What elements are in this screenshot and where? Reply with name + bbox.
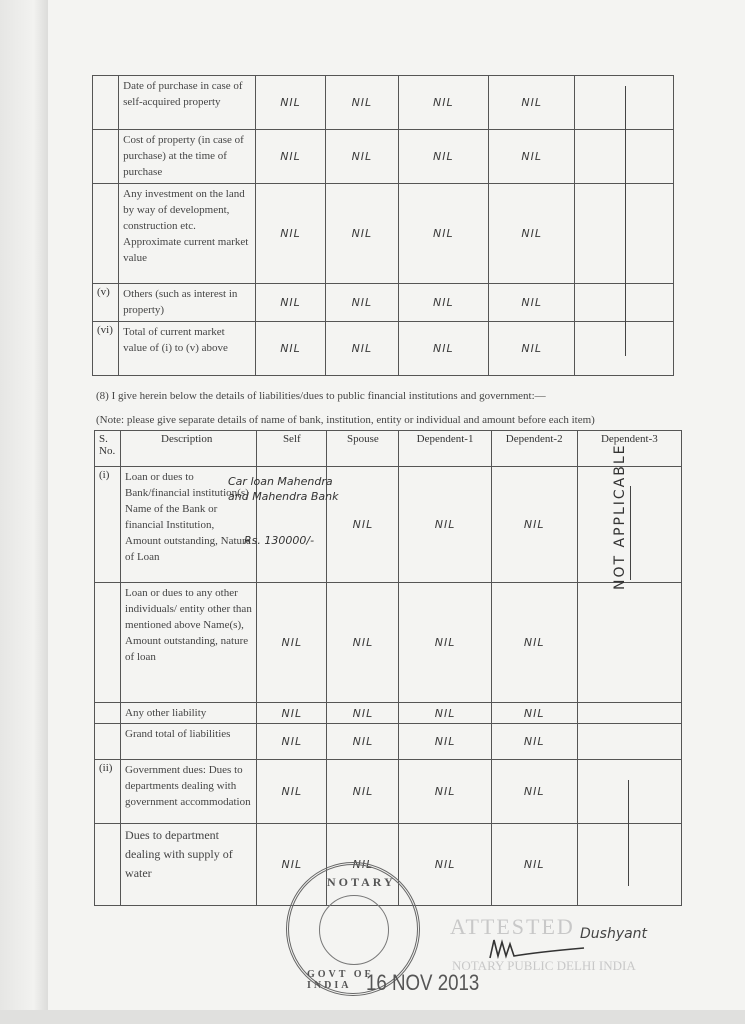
value-dependent-3 [577, 724, 681, 760]
value-spouse: NIL [326, 76, 398, 130]
value-dependent-1: NIL [399, 467, 491, 583]
row-num [93, 76, 119, 130]
table-row [93, 284, 674, 322]
value-dependent-2: NIL [491, 760, 577, 824]
header-dependent-2: Dependent-2 [491, 431, 577, 467]
value-dependent-1: NIL [399, 583, 491, 703]
table-row [95, 583, 682, 703]
row-label: Government dues: Dues to departments dealing with government accommodation [121, 760, 257, 824]
value-self: NIL [257, 760, 327, 824]
header-sno: S. No. [95, 431, 121, 467]
value-dependent-3 [577, 824, 681, 906]
declarant-signature: Dushyant [580, 926, 648, 942]
value-dependent-1: NIL [399, 760, 491, 824]
table-row [95, 703, 682, 724]
row-num [95, 583, 121, 703]
table-row [93, 76, 674, 130]
value-dependent-2: NIL [489, 284, 575, 322]
row-num: (ii) [95, 760, 121, 824]
row-label: Cost of property (in case of purchase) at the time of purchase [119, 130, 256, 184]
header-dependent-1: Dependent-1 [399, 431, 491, 467]
notary-public-text: NOTARY PUBLIC DELHI INDIA [452, 958, 636, 973]
table-row [95, 760, 682, 824]
value-dependent-2: NIL [491, 467, 577, 583]
row-num [93, 184, 119, 284]
page-bottom-edge [0, 1010, 745, 1024]
table-row [93, 130, 674, 184]
value-self: NIL [257, 583, 327, 703]
value-dependent-2: NIL [491, 703, 577, 724]
header-description: Description [121, 431, 257, 467]
value-dependent-2: NIL [489, 130, 575, 184]
self-loan-amount: Rs. 130000/- [244, 534, 315, 547]
attestation-date: 16 NOV 2013 [366, 970, 480, 995]
value-dependent-3 [577, 703, 681, 724]
value-spouse: NIL [327, 703, 399, 724]
dependent-3-dash-line-lower [628, 780, 629, 886]
value-self: NIL [255, 76, 325, 130]
value-spouse: NIL [326, 284, 398, 322]
value-self: NIL [255, 130, 325, 184]
value-dependent-3 [577, 583, 681, 703]
row-label: Dues to department dealing with supply of water [121, 824, 257, 906]
row-num [95, 703, 121, 724]
stamp-inner-ring [319, 895, 389, 965]
value-dependent-2: NIL [489, 322, 575, 376]
value-spouse: NIL [327, 583, 399, 703]
dependent-3-not-applicable: NOT APPLICABLE [612, 443, 628, 590]
value-dependent-2: NIL [491, 724, 577, 760]
page-binding-edge [0, 0, 48, 1024]
table-row [93, 184, 674, 284]
value-dependent-2: NIL [491, 583, 577, 703]
value-spouse: NIL [327, 467, 399, 583]
table-row [95, 467, 682, 583]
table-row [93, 322, 674, 376]
row-num: (i) [95, 467, 121, 583]
value-dependent-1: NIL [399, 824, 491, 906]
value-dependent-1: NIL [399, 703, 491, 724]
row-label: Total of current market value of (i) to (v) above [119, 322, 256, 376]
section-8-note: (Note: please give separate details of name of bank, institution, entity or individual and amount before each item) [96, 414, 595, 426]
value-spouse: NIL [327, 824, 399, 906]
value-spouse: NIL [326, 184, 398, 284]
value-self: NIL [255, 322, 325, 376]
value-dependent-2: NIL [489, 76, 575, 130]
value-self: NIL [257, 824, 327, 906]
value-self: NIL [255, 184, 325, 284]
header-dependent-3: Dependent-3 [577, 431, 681, 467]
assets-table [92, 75, 674, 376]
value-dependent-1: NIL [398, 130, 488, 184]
dependent-3-dash-line [625, 86, 626, 356]
value-dependent-1: NIL [398, 284, 488, 322]
value-self: NIL [257, 703, 327, 724]
table-row [95, 724, 682, 760]
value-dependent-2: NIL [489, 184, 575, 284]
row-label: Date of purchase in case of self-acquired property [119, 76, 256, 130]
section-8-heading: (8) I give herein below the details of liabilities/dues to public financial institutions and government:— [96, 390, 546, 402]
stamp-top-text: NOTARY [327, 875, 396, 889]
row-label: Any investment on the land by way of development, construction etc. Approximate current market value [119, 184, 256, 284]
header-self: Self [257, 431, 327, 467]
self-loan-handwritten-note: Car loan Mahendra and Mahendra Bank [228, 475, 339, 503]
attested-watermark: ATTESTED [450, 914, 575, 939]
value-dependent-1: NIL [398, 76, 488, 130]
row-label: Others (such as interest in property) [119, 284, 256, 322]
value-self: NIL [257, 724, 327, 760]
row-num: (vi) [93, 322, 119, 376]
row-num [95, 824, 121, 906]
value-dependent-1: NIL [399, 724, 491, 760]
header-spouse: Spouse [327, 431, 399, 467]
value-dependent-1: NIL [398, 184, 488, 284]
table-header-row [95, 431, 682, 467]
row-label: Loan or dues to Bank/financial institution(s) Name of the Bank or financial Institution, Amount outstanding, Nature of Loan [121, 467, 257, 583]
value-spouse: NIL [326, 130, 398, 184]
row-label: Grand total of liabilities [121, 724, 257, 760]
dependent-3-dash-line-upper [630, 486, 631, 580]
value-spouse: NIL [327, 724, 399, 760]
liabilities-table [94, 430, 682, 906]
stamp-bottom-text: GOVT OF INDIA [307, 969, 374, 991]
row-num [93, 130, 119, 184]
value-dependent-2: NIL [491, 824, 577, 906]
value-self: NIL [255, 284, 325, 322]
row-num: (v) [93, 284, 119, 322]
value-dependent-1: NIL [398, 322, 488, 376]
value-spouse: NIL [327, 760, 399, 824]
row-num [95, 724, 121, 760]
value-spouse: NIL [326, 322, 398, 376]
row-label: Any other liability [121, 703, 257, 724]
row-label: Loan or dues to any other individuals/ entity other than mentioned above Name(s), Amount outstanding, nature of loan [121, 583, 257, 703]
value-dependent-3 [577, 760, 681, 824]
notary-signature [488, 930, 588, 970]
